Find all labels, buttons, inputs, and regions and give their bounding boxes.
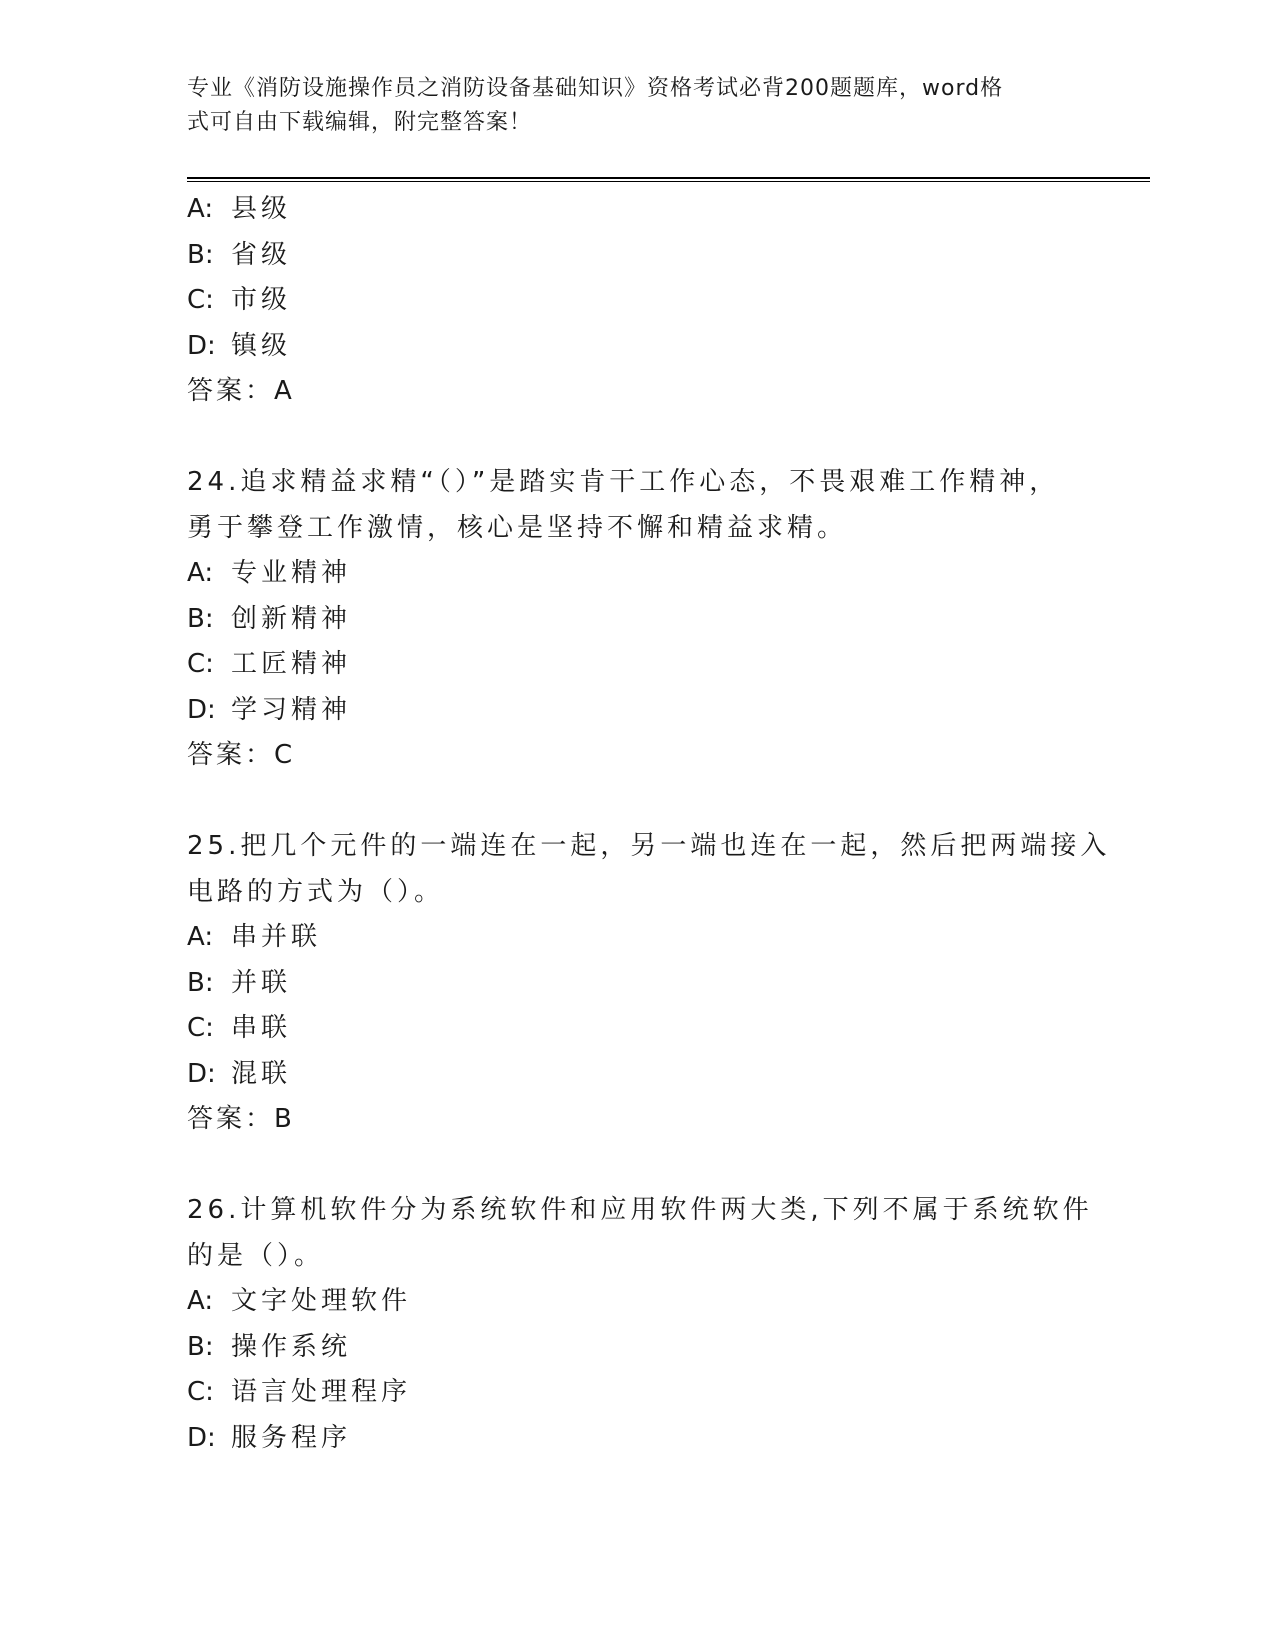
option-letter: D:: [187, 1422, 216, 1453]
option-letter: A:: [187, 1286, 214, 1316]
option-a: [187, 551, 1087, 597]
option-letter: A:: [187, 922, 214, 952]
option-text: 操作系统: [231, 1331, 352, 1362]
question-25: [187, 824, 1111, 1143]
option-letter: D:: [187, 1058, 216, 1089]
option-text: 语言处理程序: [231, 1377, 412, 1407]
option-b: [187, 233, 1087, 279]
option-letter: C:: [187, 285, 214, 315]
option-text: 串并联: [231, 922, 322, 952]
question-content: [187, 187, 1111, 1461]
question-stem-line-2: 电路的方式为（）。: [187, 876, 445, 907]
option-c: [187, 1370, 1087, 1416]
header-divider-thick: [187, 177, 1150, 179]
option-letter: C:: [187, 649, 214, 679]
question-24: [187, 460, 1087, 779]
option-letter: D:: [187, 694, 216, 725]
header-line-1: 专业《消防设施操作员之消防设备基础知识》资格考试必背200题题库，word格: [187, 76, 1004, 101]
option-d: [187, 324, 1087, 370]
option-b: [187, 961, 1087, 1007]
option-a: [187, 1279, 1087, 1325]
spacer: [187, 779, 1087, 825]
document-header: [187, 72, 1067, 140]
option-letter: D:: [187, 330, 216, 361]
question-26: [187, 1188, 1093, 1461]
option-text: 文字处理软件: [231, 1286, 412, 1316]
option-text: 专业精神: [231, 558, 352, 588]
option-c: [187, 1006, 1087, 1052]
option-text: 并联: [231, 967, 292, 998]
option-b: [187, 597, 1087, 643]
option-c: [187, 642, 1087, 688]
option-d: [187, 1052, 1087, 1098]
option-d: [187, 688, 1087, 734]
question-stem-line-2: 勇于攀登工作激情，核心是坚持不懈和精益求精。: [187, 512, 848, 543]
option-a: [187, 915, 1087, 961]
option-letter: C:: [187, 1013, 214, 1043]
answer-line: 答案：B: [187, 1104, 295, 1134]
question-23-tail: [187, 187, 1087, 415]
option-letter: A:: [187, 558, 214, 588]
option-text: 镇级: [231, 330, 292, 361]
option-text: 创新精神: [231, 603, 352, 634]
spacer: [187, 415, 1087, 461]
spacer: [187, 1143, 1087, 1189]
option-text: 工匠精神: [231, 649, 352, 679]
option-letter: B:: [187, 1331, 214, 1362]
option-text: 串联: [231, 1013, 292, 1043]
header-line-2: 式可自由下载编辑，附完整答案！: [187, 110, 533, 135]
option-text: 学习精神: [231, 694, 352, 725]
question-stem-line-1: 25.把几个元件的一端连在一起，另一端也连在一起，然后把两端接入: [187, 831, 1111, 861]
question-stem-line-2: 的是（）。: [187, 1240, 325, 1271]
answer-line: 答案：C: [187, 740, 296, 770]
option-text: 市级: [231, 285, 292, 315]
option-text: 县级: [231, 194, 292, 224]
option-a: [187, 187, 1087, 233]
option-text: 服务程序: [231, 1422, 352, 1453]
option-letter: C:: [187, 1377, 214, 1407]
option-b: [187, 1325, 1087, 1371]
option-letter: B:: [187, 967, 214, 998]
option-text: 混联: [231, 1058, 292, 1089]
option-letter: A:: [187, 194, 214, 224]
option-text: 省级: [231, 239, 292, 270]
answer-line: 答案：A: [187, 376, 295, 406]
question-stem-line-1: 24.追求精益求精“（）”是踏实肯干工作心态，不畏艰难工作精神，: [187, 467, 1060, 497]
option-letter: B:: [187, 239, 214, 270]
option-c: [187, 278, 1087, 324]
option-d: [187, 1416, 1087, 1462]
question-stem-line-1: 26.计算机软件分为系统软件和应用软件两大类,下列不属于系统软件: [187, 1195, 1093, 1225]
header-divider-thin: [187, 181, 1150, 182]
option-letter: B:: [187, 603, 214, 634]
